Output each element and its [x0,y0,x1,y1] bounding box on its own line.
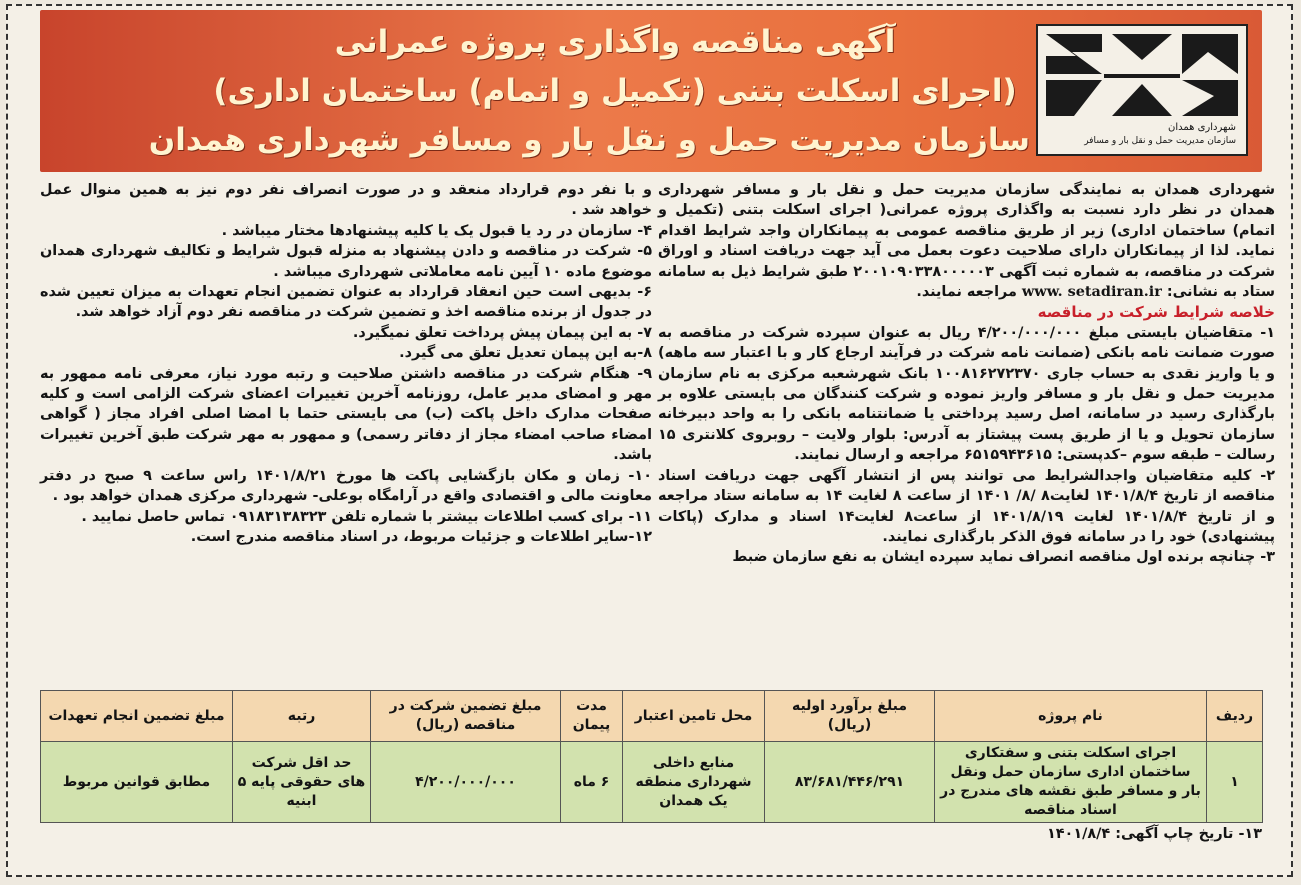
left-column [40,180,652,547]
condition-item-11: ۱۱- برای کسب اطلاعات بیشتر با شماره تلفن ۰۹۱۸۳۱۳۸۳۲۳ تماس حاصل نمایید . [81,508,652,525]
table-header-cell: مدت پیمان [561,691,623,742]
table-cell: ۸۳/۶۸۱/۴۴۶/۲۹۱ [765,742,935,823]
condition-item-9: ۹- هنگام شرکت در مناقصه داشتن صلاحیت و رتبه مورد نیاز، معرفی نامه ممهور به مهر و امضای مدیر عامل، روزنامه آخرین تغییرات اعضای شرکت الزامی است و کلیه صفحات مدارک داخل پاکت (ب) می بایستی حتما با امضا اصلی افراد مجاز ( گواهی امضاء صاحب امضاء مجاز از دفاتر رسمی) و ممهور به مهر شرکت طبق آخرین تغییرات باشد. [40,365,652,464]
table-header-cell: نام پروژه [935,691,1207,742]
table-header-cell: مبلغ برآورد اولیه (ریال) [765,691,935,742]
logo-text-2: سازمان مدیریت حمل و نقل بار و مسافر [1084,136,1236,146]
table-cell: مطابق قوانین مربوط [41,742,233,823]
table-cell: منابع داخلی شهرداری منطقه یک همدان [623,742,765,823]
table-header-row [41,691,1263,742]
condition-item-5: ۵- شرکت در مناقصه و دادن پیشنهاد به منزله قبول شرایط و تکالیف شهرداری همدان موضوع ماده ۱۰ آیین نامه معاملاتی شهرداری میباشد . [40,243,652,280]
municipality-logo [1036,24,1248,156]
header-banner [40,10,1262,172]
title-line-3: سازمان مدیریت حمل و نقل بار و مسافر شهرداری همدان [148,122,1030,158]
condition-item-4: ۴- سازمان در رد یا قبول یک یا کلیه پیشنهادها مختار میباشد . [221,222,652,239]
intro-text-end: مراجعه نمایند. [916,284,1017,301]
table-header-cell: مبلغ تضمین شرکت در مناقصه (ریال) [371,691,561,742]
condition-item-10: ۱۰- زمان و مکان بازگشایی پاکت ها مورخ ۱۴۰۱/۸/۲۱ راس ساعت ۹ صبح در دفتر معاونت مالی و اقتصادی واقع در آرامگاه بوعلی- شهرداری مرکزی همدان خواهد بود . [40,467,652,505]
table-cell: حد اقل شرکت های حقوقی پایه ۵ ابنیه [233,742,371,823]
project-table [40,690,1263,823]
table-row [41,742,1263,823]
print-date: ۱۳- تاریخ چاپ آگهی: ۱۴۰۱/۸/۴ [1046,826,1262,842]
table-header-cell: رتبه [233,691,371,742]
condition-item-3-start: ۳- چنانچه برنده اول مناقصه انصراف نماید سپرده ایشان به نفع سازمان ضبط [732,549,1275,566]
condition-item-8: ۸-به این پیمان تعدیل تعلق می گیرد. [399,345,652,362]
intro-text: شهرداری همدان به نمایندگی سازمان مدیریت حمل و نقل بار و مسافر شهرداری همدان در نظر دارد نسبت به واگذاری پروژه عمرانی( اجرای اسکلت بتنی (تکمیل و اتمام) ساختمان اداری) زیر از طریق مناقصه عمومی به پیمانکاران واجد شرایط اقدام نماید. لذا از پیمانکاران دارای صلاحیت دعوت بعمل می آید جهت دریافت اسناد و اوراق شرکت در مناقصه، به شماره ثبت آگهی ۲۰۰۱۰۹۰۳۳۸۰۰۰۰۰۳ طبق شرایط ذیل به سامانه ستاد به نشانی: [658,182,1275,301]
table-cell: ۴/۲۰۰/۰۰۰/۰۰۰ [371,742,561,823]
condition-item-7: ۷- به این پیمان پیش پرداخت تعلق نمیگیرد. [352,324,652,341]
condition-item-1: ۱- متقاضیان بایستی مبلغ ۴/۲۰۰/۰۰۰/۰۰۰ ریال به عنوان سپرده شرکت در مناقصه به صورت ضمانت نامه بانکی (ضمانت نامه شرکت در فرآیند ارجاع کار و با اعتبار سه ماهه) و یا واریز نقدی به حساب جاری ۱۰۰۸۱۶۲۷۲۳۷۰ بانک شهرشعبه مرکزی به نام سازمان مدیریت حمل و نقل بار و مسافر واریز نموده و شرکت کنندگان می بایستی علاوه بر بارگذاری رسید در سامانه، اصل رسید پرداختی یا ضمانتنامه بانکی را به واحد دبیرخانه سازمان تحویل و یا از طریق پست پیشتاز به آدرس: بلوار ولایت – روبروی کلانتری ۱۵ رسالت – طبقه سوم –کدپستی: ۶۵۱۵۹۴۳۶۱۵ مراجعه و ارسال نمایند. [658,324,1275,464]
title-line-2: (اجرای اسکلت بتنی (تکمیل و اتمام) ساختمان اداری) [213,73,1017,109]
intro-paragraph [658,180,1275,302]
website-link[interactable]: www. setadiran.ir [1021,283,1162,301]
logo-emblem-icon [1042,30,1242,120]
logo-text-1: شهرداری همدان [1168,122,1236,133]
condition-item-12: ۱۲-سایر اطلاعات و جزئیات مربوط، در اسناد مناقصه مندرج است. [190,528,652,545]
table-cell: اجرای اسکلت بتنی و سفتکاری ساختمان اداری سازمان حمل ونقل بار و مسافر طبق نقشه های مندرج در اسناد مناقصه [935,742,1207,823]
title-line-1: آگهی مناقصه واگذاری پروژه عمرانی [334,24,896,60]
table-header-cell: مبلغ تضمین انجام تعهدات [41,691,233,742]
table-cell: ۱ [1207,742,1263,823]
conditions-heading: خلاصه شرایط شرکت در مناقصه [1037,303,1275,322]
title-block [148,18,1030,165]
table-cell: ۶ ماه [561,742,623,823]
table-header-cell: ردیف [1207,691,1263,742]
condition-item-3-end: و با نفر دوم قرارداد منعقد و در صورت انصراف نفر دوم نیز به همین منوال عمل خواهد شد . [40,182,652,219]
condition-item-2: ۲- کلیه متقاضیان واجدالشرایط می توانند پس از انتشار آگهی جهت دریافت اسناد مناقصه از تاریخ ۱۴۰۱/۸/۴ لغایت۸ /۸/ ۱۴۰۱ از ساعت ۸ لغایت ۱۴ به سامانه ستاد مراجعه و از تاریخ ۱۴۰۱/۸/۴ لغایت ۱۴۰۱/۸/۱۹ از ساعت۸ لغایت۱۴ اسناد و مدارک (پاکات پیشنهادی) خود را در سامانه فوق الذکر بارگذاری نمایند. [658,467,1276,545]
right-column [658,180,1275,568]
condition-item-6: ۶- بدیهی است حین انعقاد قرارداد به عنوان تضمین انجام تعهدات به میزان تعیین شده در جدول از برنده مناقصه اخذ و تضمین شرکت در مناقصه نفر دوم آزاد خواهد شد. [40,284,652,321]
table-header-cell: محل تامین اعتبار [623,691,765,742]
